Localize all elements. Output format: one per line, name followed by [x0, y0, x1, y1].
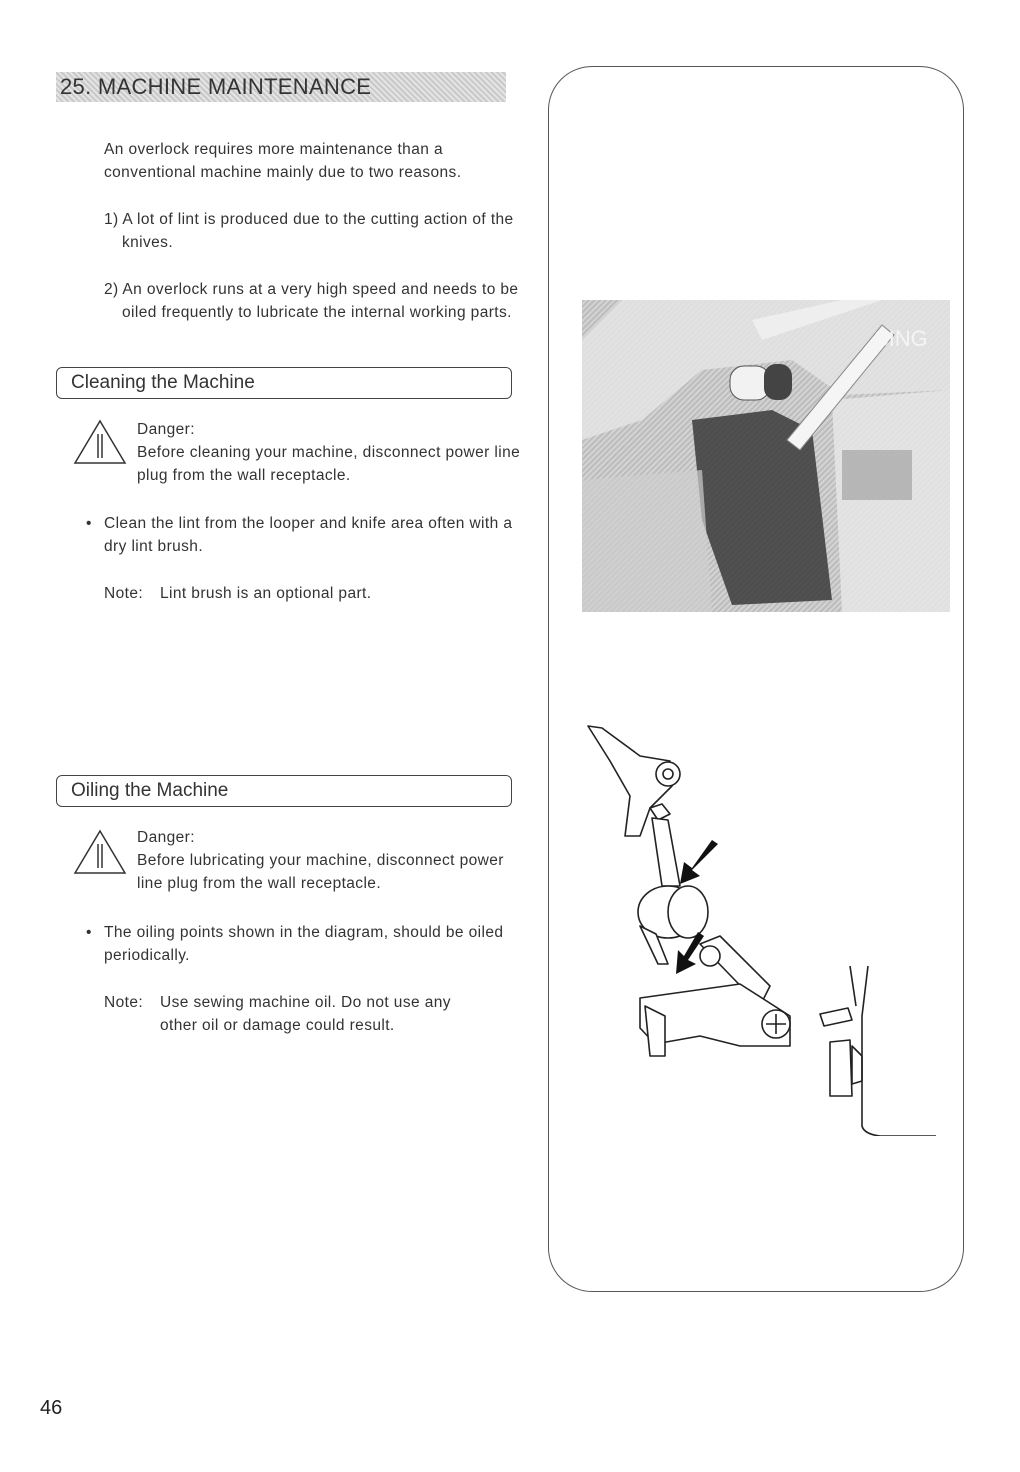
oiling-heading: Oiling the Machine	[56, 775, 512, 807]
machine-photo-drawing	[582, 300, 950, 612]
intro-paragraph: An overlock requires more maintenance than a conventional machine mainly due to two reasons.	[104, 141, 462, 181]
section-title: 25. MACHINE MAINTENANCE	[56, 72, 506, 102]
cleaning-danger-label: Danger:	[137, 421, 195, 438]
oiling-danger-label: Danger:	[137, 829, 195, 846]
cleaning-bullet	[86, 512, 526, 558]
cleaning-heading: Cleaning the Machine	[56, 367, 512, 399]
cleaning-danger	[137, 418, 527, 487]
warning-triangle-icon	[72, 828, 128, 876]
cleaning-note	[104, 582, 524, 605]
reason-2: 2) An overlock runs at a very high speed and needs to be oiled frequently to lubricate the internal working parts.	[104, 281, 519, 321]
bullet-dot: •	[86, 924, 92, 941]
reason-1: 1) A lot of lint is produced due to the cutting action of the knives.	[104, 211, 514, 251]
oiling-note-line1: Use sewing machine oil. Do not use any	[160, 994, 451, 1011]
bullet-dot: •	[86, 515, 92, 532]
cleaning-note-text: Lint brush is an optional part.	[160, 585, 372, 602]
warning-triangle-icon	[72, 418, 128, 466]
oiling-points-diagram	[580, 716, 950, 1136]
oiling-bullet	[86, 921, 526, 967]
cleaning-danger-text: Before cleaning your machine, disconnect power line plug from the wall receptacle.	[137, 444, 521, 484]
cleaning-note-label: Note:	[104, 585, 144, 602]
oiling-danger	[137, 826, 527, 895]
oiling-bullet-text: The oiling points shown in the diagram, should be oiled periodically.	[104, 924, 504, 964]
oiling-note-line2: other oil or damage could result.	[160, 1017, 395, 1034]
machine-photo	[582, 300, 950, 612]
cleaning-bullet-text: Clean the lint from the looper and knife area often with a dry lint brush.	[104, 515, 513, 555]
oiling-note-label: Note:	[104, 994, 144, 1011]
photo-brand-text: SING	[874, 326, 928, 351]
page-number: 46	[40, 1397, 63, 1419]
oiling-danger-text: Before lubricating your machine, disconnect power line plug from the wall receptacle.	[137, 852, 504, 892]
oiling-note	[104, 991, 524, 1037]
